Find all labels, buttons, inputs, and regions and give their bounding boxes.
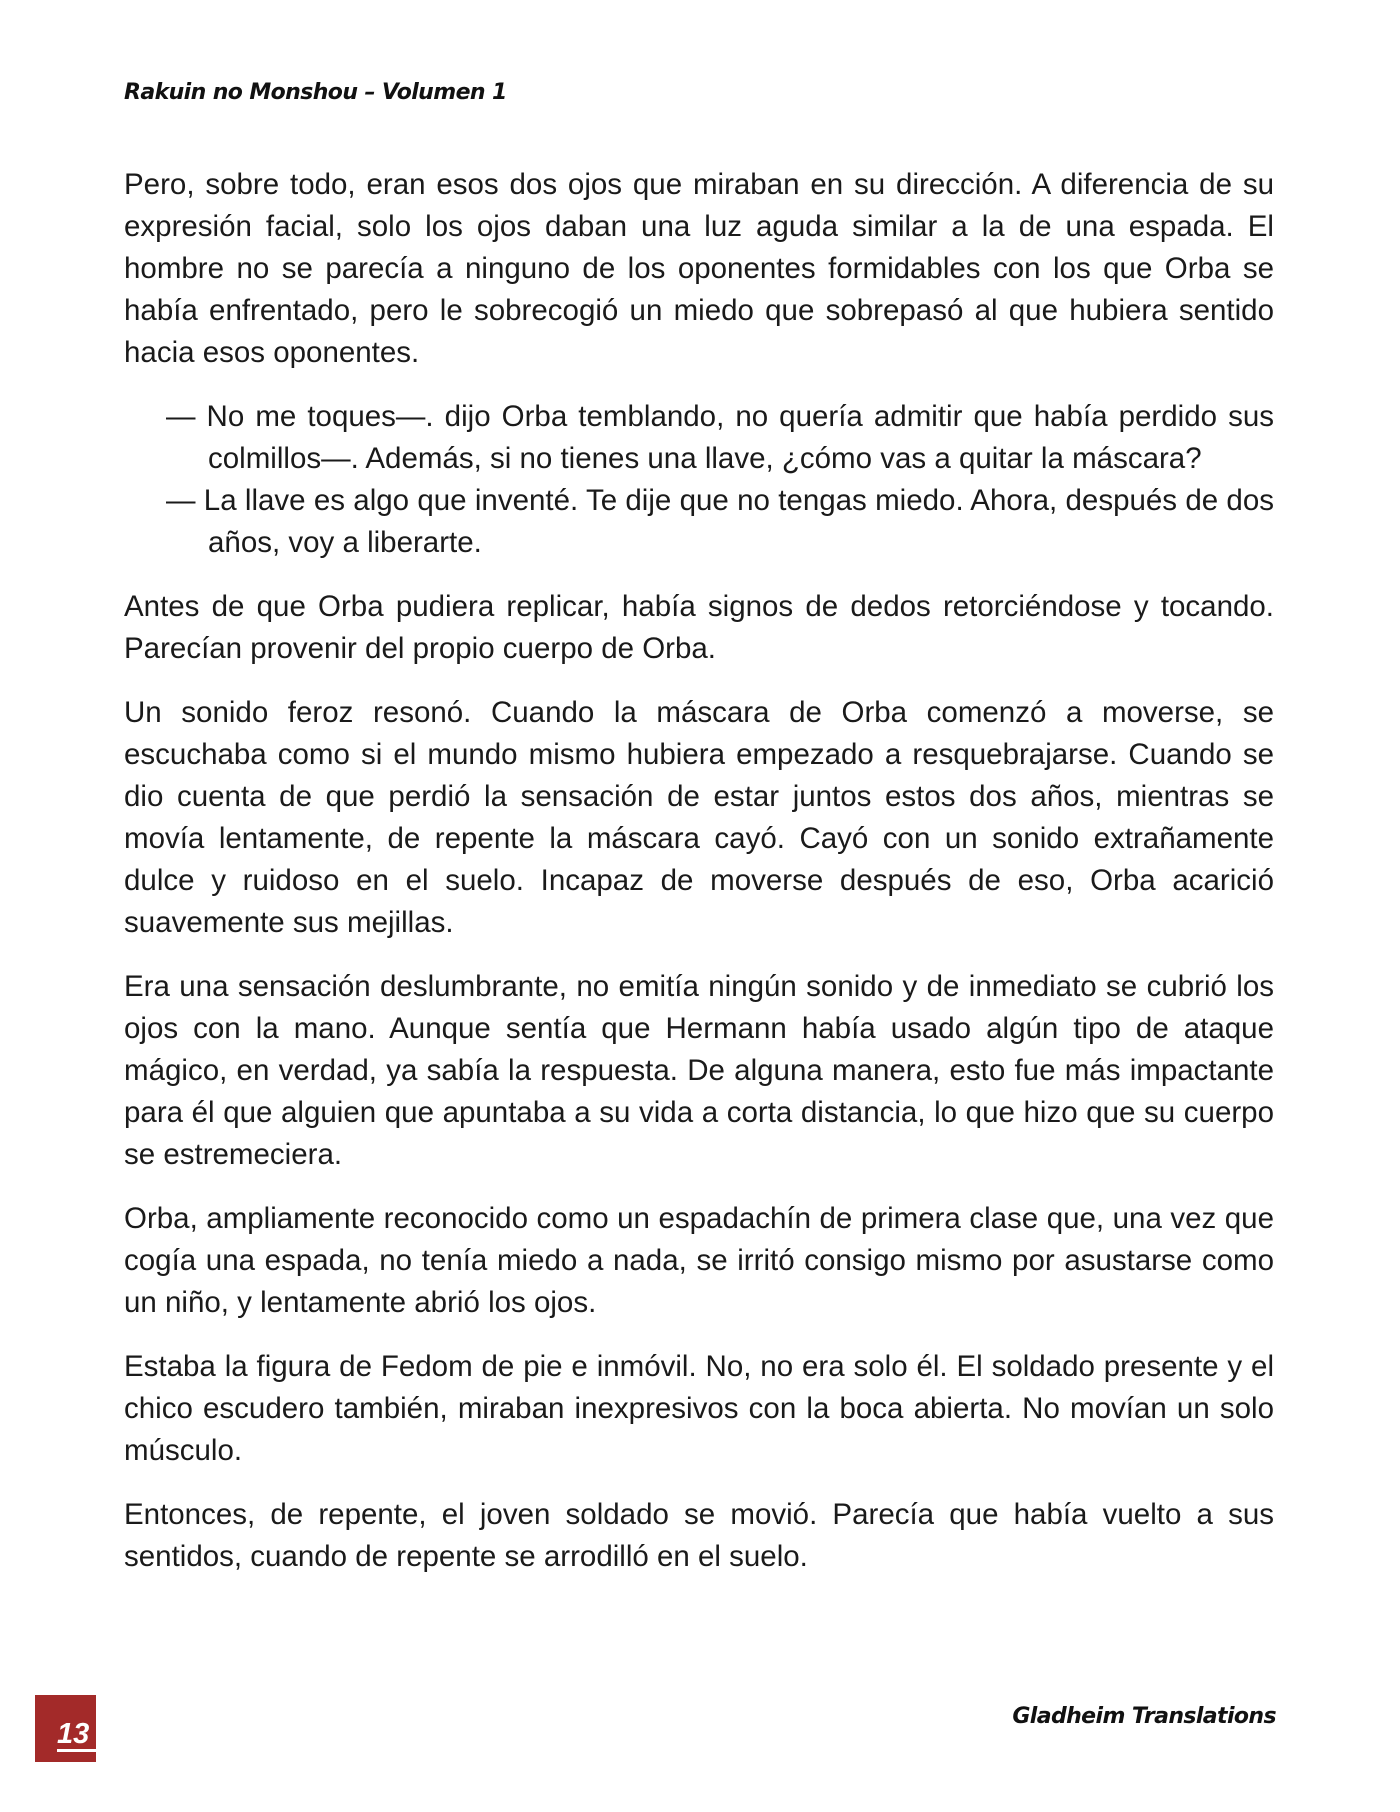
paragraph: Antes de que Orba pudiera replicar, había signos de dedos retorciéndose y tocando. Parecían provenir del propio cuerpo de Orba. (124, 590, 1274, 665)
paragraph: Pero, sobre todo, eran esos dos ojos que miraban en su dirección. A diferencia de su expresión facial, solo los ojos daban una luz aguda similar a la de una espada. El hombre no se parecía a ninguno de los oponentes formidables con los que Orba se había enfrentado, pero le sobrecogió un miedo que sobrepasó al que hubiera sentido hacia esos oponentes. (124, 168, 1274, 369)
paragraph: Orba, ampliamente reconocido como un espadachín de primera clase que, una vez que cogía una espada, no tenía miedo a nada, se irritó consigo mismo por asustarse como un niño, y lentamente abrió los ojos. (124, 1202, 1274, 1319)
dialogue-block (166, 396, 1274, 564)
footer-credit: Gladheim Translations (1012, 1704, 1276, 1729)
paragraph: Un sonido feroz resonó. Cuando la máscara de Orba comenzó a moverse, se escuchaba como si el mundo mismo hubiera empezado a resquebrajarse. Cuando se dio cuenta de que perdió la sensación de estar juntos estos dos años, mientras se movía lentamente, de repente la máscara cayó. Cayó con un sonido extrañamente dulce y ruidoso en el suelo. Incapaz de moverse después de eso, Orba acarició suavemente sus mejillas. (124, 696, 1274, 939)
running-header: Rakuin no Monshou – Volumen 1 (124, 80, 507, 105)
page-number: 13 (57, 1719, 109, 1752)
page-number-badge (35, 1695, 96, 1762)
dialogue-line: — La llave es algo que inventé. Te dije que no tengas miedo. Ahora, después de dos años, voy a liberarte. (166, 484, 1274, 559)
dialogue-line: — No me toques—. dijo Orba temblando, no quería admitir que había perdido sus colmillos—. Además, si no tienes una llave, ¿cómo vas a quitar la máscara? (166, 400, 1274, 475)
paragraph: Estaba la figura de Fedom de pie e inmóvil. No, no era solo él. El soldado presente y el chico escudero también, miraban inexpresivos con la boca abierta. No movían un solo músculo. (124, 1350, 1274, 1467)
paragraph: Era una sensación deslumbrante, no emitía ningún sonido y de inmediato se cubrió los ojos con la mano. Aunque sentía que Hermann había usado algún tipo de ataque mágico, en verdad, ya sabía la respuesta. De alguna manera, esto fue más impactante para él que alguien que apuntaba a su vida a corta distancia, lo que hizo que su cuerpo se estremeciera. (124, 970, 1274, 1171)
paragraph: Entonces, de repente, el joven soldado se movió. Parecía que había vuelto a sus sentidos, cuando de repente se arrodilló en el suelo. (124, 1498, 1274, 1573)
page-body (124, 164, 1274, 1600)
